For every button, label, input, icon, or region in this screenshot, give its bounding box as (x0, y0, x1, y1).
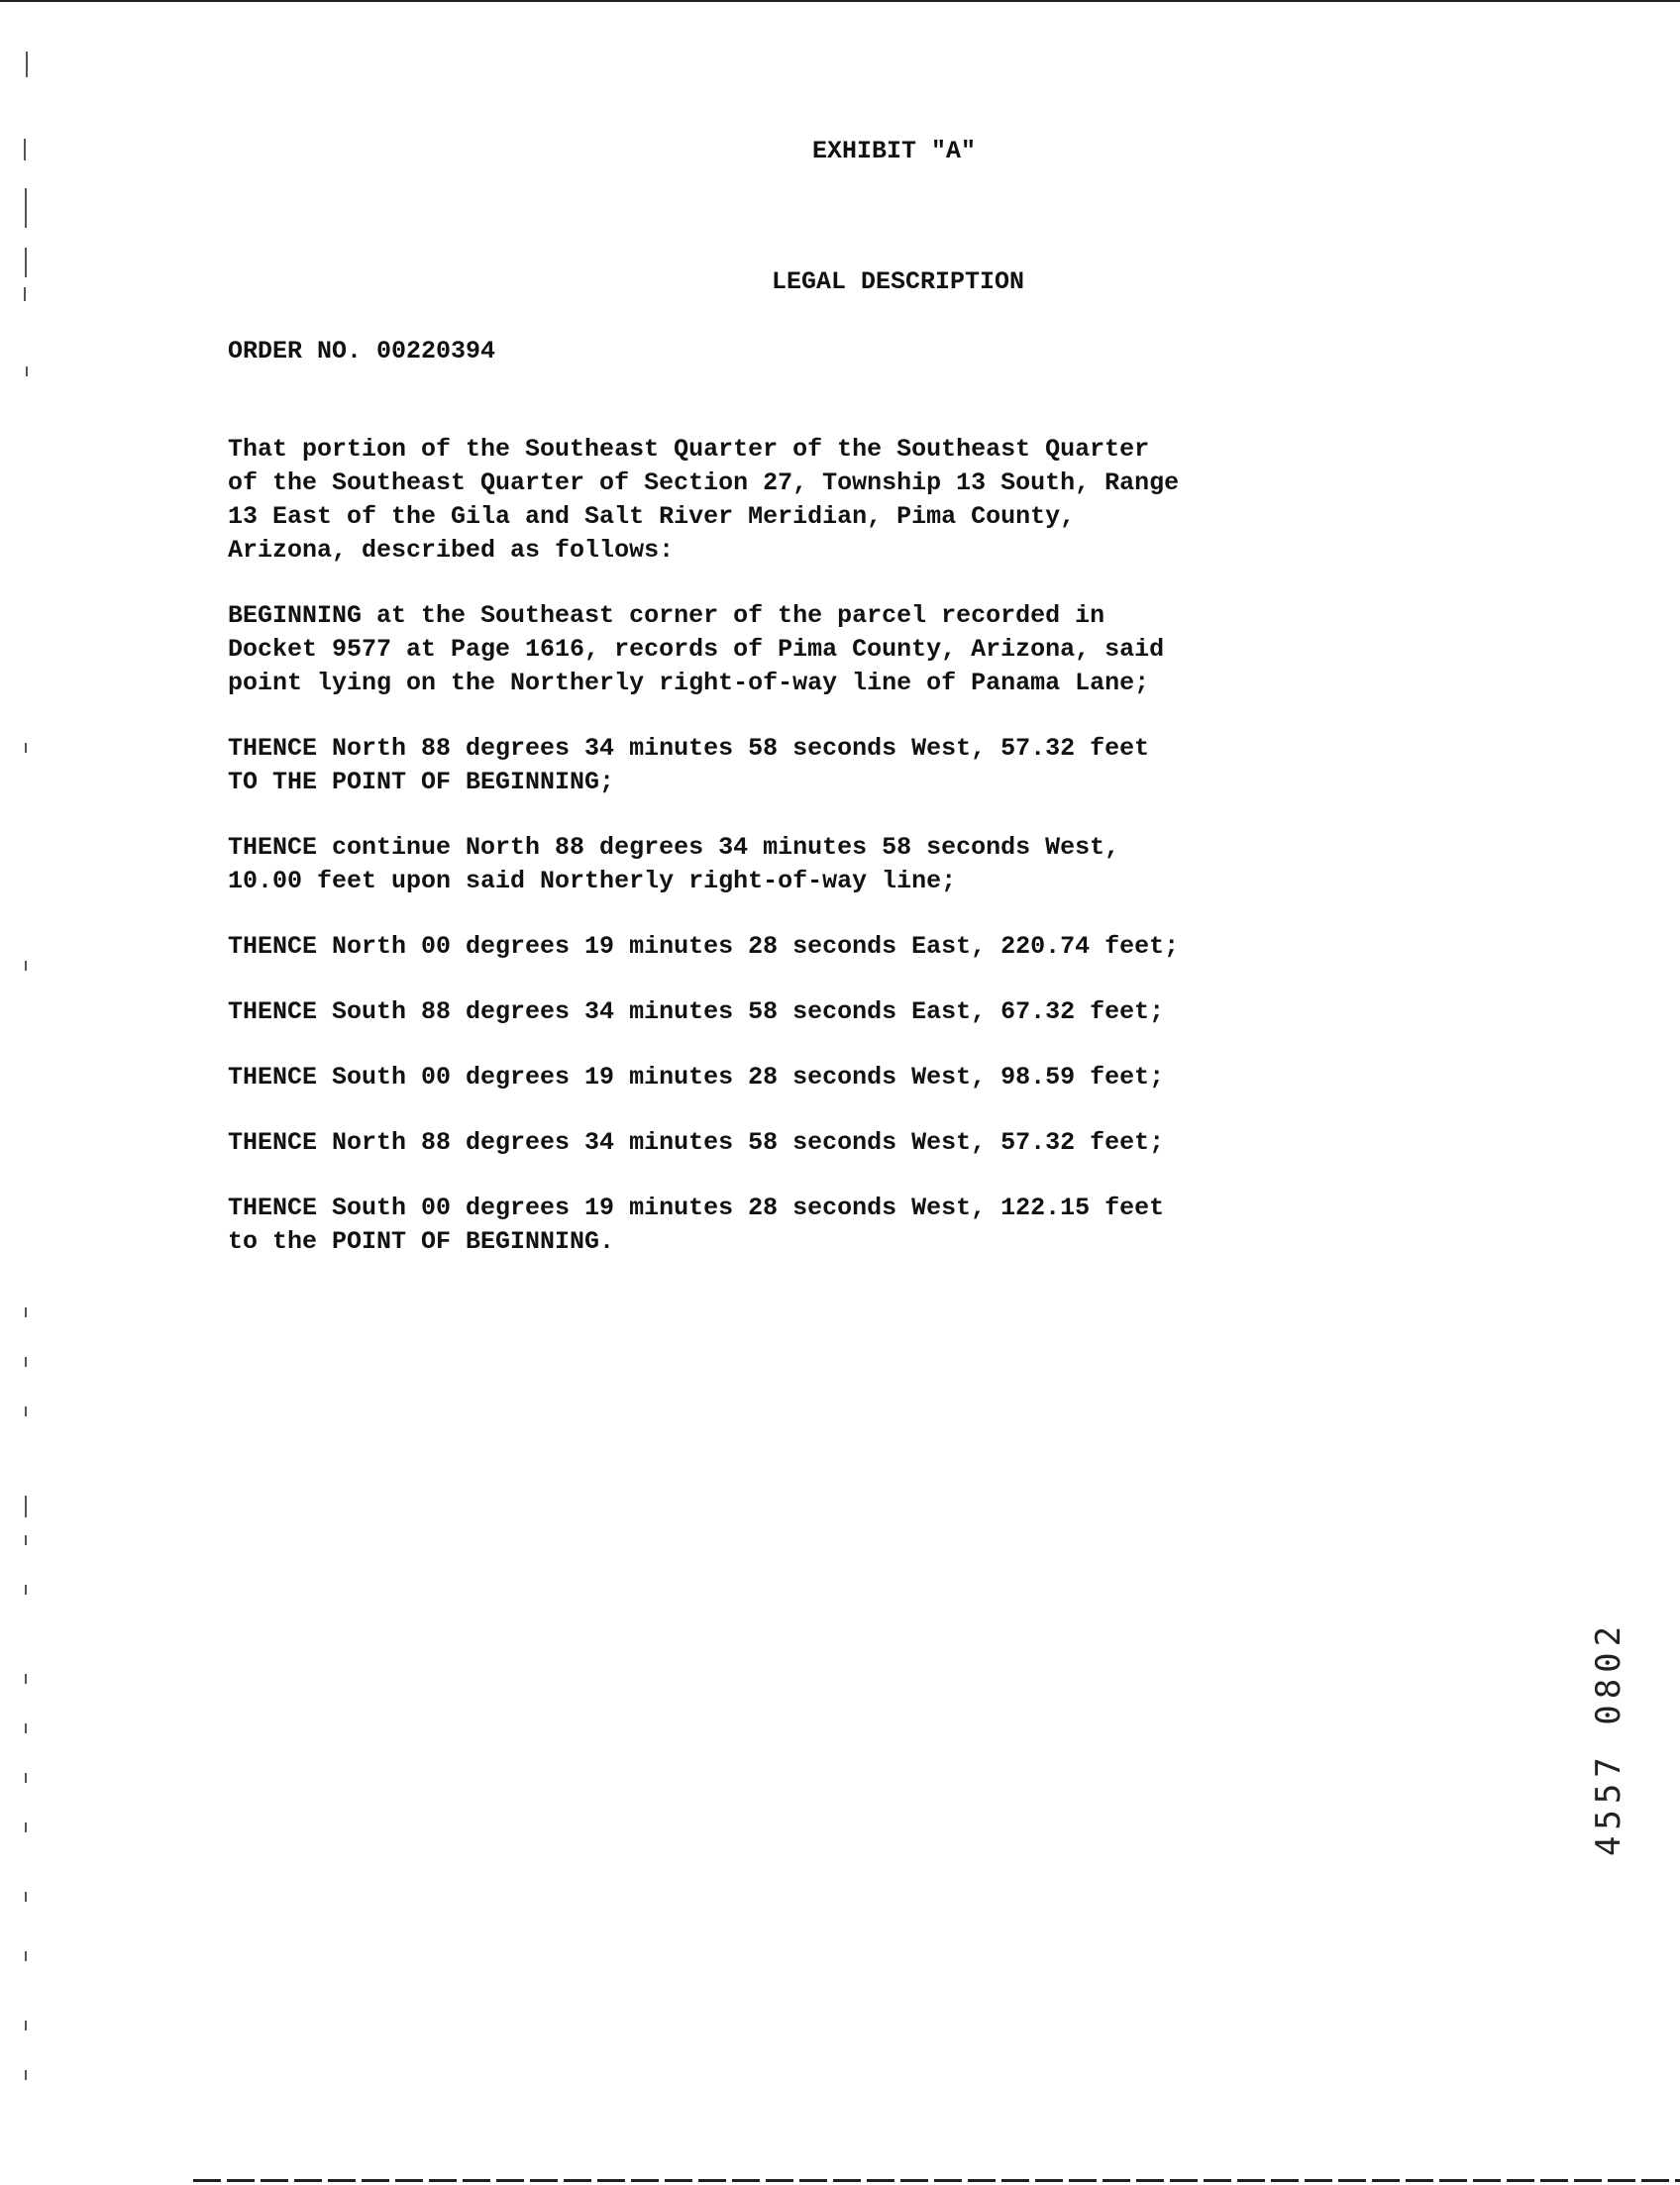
paragraph-course-2: THENCE continue North 88 degrees 34 minutes 58 seconds West, 10.00 feet upon said Northerly right-of-way line; (228, 833, 1120, 895)
side-stamp-text: 4557 0802 (1589, 1619, 1628, 1857)
paragraph-course-3: THENCE North 00 degrees 19 minutes 28 seconds East, 220.74 feet; (228, 932, 1180, 961)
document-heading: LEGAL DESCRIPTION (771, 267, 1025, 296)
exhibit-title: EXHIBIT "A" (811, 137, 977, 165)
scan-margin-marks (24, 40, 36, 2159)
page-top-edge (0, 0, 1680, 2)
paragraph-course-7: THENCE South 00 degrees 19 minutes 28 seconds West, 122.15 feet to the POINT OF BEGINNING. (228, 1194, 1165, 1256)
paragraph-course-5: THENCE South 00 degrees 19 minutes 28 seconds West, 98.59 feet; (228, 1063, 1165, 1092)
side-stamp-number (1589, 1565, 1628, 1912)
paragraph-course-1: THENCE North 88 degrees 34 minutes 58 seconds West, 57.32 feet TO THE POINT OF BEGINNING; (228, 734, 1150, 796)
legal-description-body (228, 433, 1367, 1291)
paragraph-intro: That portion of the Southeast Quarter of the Southeast Quarter of the Southeast Quarter of Section 27, Township 13 South, Range 13 East of the Gila and Salt River Meridian, Pima County, Arizona, described as follows: (228, 435, 1180, 565)
page-bottom-edge (193, 2179, 1680, 2182)
paragraph-course-4: THENCE South 88 degrees 34 minutes 58 seconds East, 67.32 feet; (228, 997, 1165, 1026)
paragraph-beginning: BEGINNING at the Southeast corner of the parcel recorded in Docket 9577 at Page 1616, records of Pima County, Arizona, said point lying on the Northerly right-of-way line of Panama Lane; (228, 601, 1165, 697)
paragraph-course-6: THENCE North 88 degrees 34 minutes 58 seconds West, 57.32 feet; (228, 1128, 1165, 1157)
order-number: ORDER NO. 00220394 (228, 337, 496, 365)
